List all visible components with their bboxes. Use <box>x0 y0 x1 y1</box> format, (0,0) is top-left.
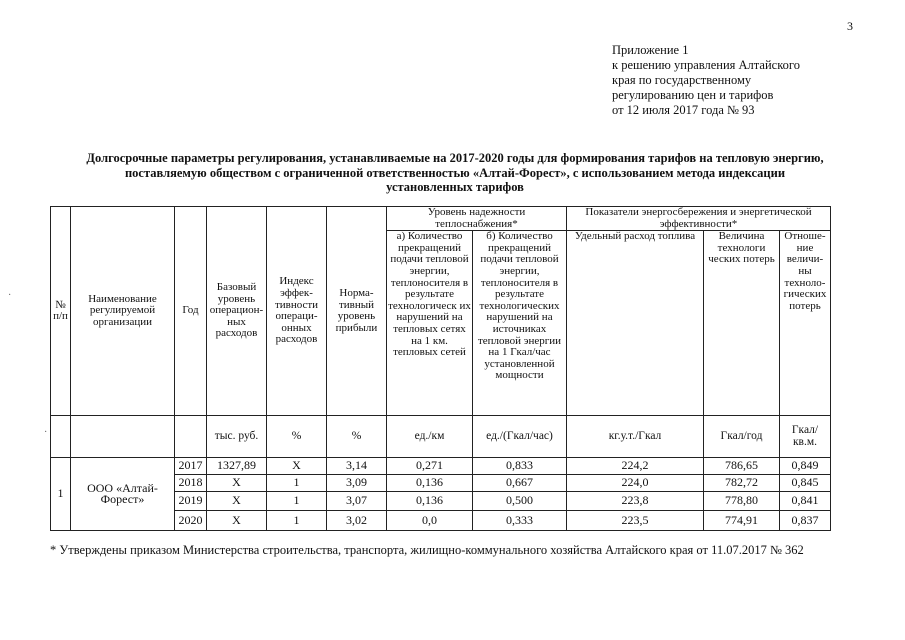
header-num: № п/п <box>51 207 71 416</box>
cell-rel-b: 0,667 <box>473 475 567 492</box>
cell-fuel: 224,0 <box>567 475 704 492</box>
header-energy-group: Показатели энергосбережения и энергетической эффективности* <box>567 207 831 231</box>
cell-rel-b: 0,333 <box>473 511 567 531</box>
cell-rel-a: 0,136 <box>387 475 473 492</box>
org-number: 1 <box>51 458 71 531</box>
table-row <box>51 458 831 475</box>
cell-index: 1 <box>267 511 327 531</box>
parameters-table <box>50 206 831 531</box>
cell-year: 2020 <box>175 511 207 531</box>
cell-year: 2017 <box>175 458 207 475</box>
title-line: установленных тарифов <box>386 180 524 194</box>
org-name: ООО «Алтай-Форест» <box>71 458 175 531</box>
cell-rel-a: 0,136 <box>387 492 473 511</box>
unit-rel-b: ед./(Гкал/час) <box>473 416 567 458</box>
header-losses: Величина технологи ческих потерь <box>704 231 780 416</box>
unit-losses: Гкал/год <box>704 416 780 458</box>
cell-ratio: 0,841 <box>780 492 831 511</box>
cell-base: 1327,89 <box>207 458 267 475</box>
cell-base: Х <box>207 492 267 511</box>
header-ratio: Отноше-ние величи-ны техноло-гических потерь <box>780 231 831 416</box>
header-org: Наименование регулируемой организации <box>71 207 175 416</box>
header-rel-b: б) Количество прекращений подачи тепловой энергии, теплоносителя в результате технологических нарушений на источниках тепловой энергии на 1 Гкал/час установленной мощности <box>473 231 567 416</box>
cell-rel-a: 0,271 <box>387 458 473 475</box>
cell-base: Х <box>207 511 267 531</box>
title-line: Долгосрочные параметры регулирования, устанавливаемые на 2017-2020 годы для формирования тарифов на тепловую энергию, <box>86 151 824 165</box>
title-line: поставляемую обществом с ограниченной ответственностью «Алтай-Форест», с использованием метода индексации <box>124 165 786 180</box>
cell-rel-b: 0,500 <box>473 492 567 511</box>
cell-year: 2018 <box>175 475 207 492</box>
unit-empty <box>175 416 207 458</box>
cell-year: 2019 <box>175 492 207 511</box>
scan-speck: · <box>8 290 12 301</box>
cell-ratio: 0,845 <box>780 475 831 492</box>
appendix-line: к решению управления Алтайского <box>612 58 800 72</box>
unit-rel-a: ед./км <box>387 416 473 458</box>
cell-fuel: 224,2 <box>567 458 704 475</box>
cell-losses: 774,91 <box>704 511 780 531</box>
cell-index: Х <box>267 458 327 475</box>
cell-rel-b: 0,833 <box>473 458 567 475</box>
header-reliability-group: Уровень надежности теплоснабжения* <box>387 207 567 231</box>
header-index: Индекс эффек-тивности операци-онных расходов <box>267 207 327 416</box>
header-profit: Норма-тивный уровень прибыли <box>327 207 387 416</box>
cell-fuel: 223,5 <box>567 511 704 531</box>
cell-losses: 786,65 <box>704 458 780 475</box>
appendix-line: края по государственному <box>612 73 752 87</box>
unit-empty <box>51 416 71 458</box>
appendix-line: Приложение 1 <box>612 43 689 57</box>
cell-profit: 3,07 <box>327 492 387 511</box>
scan-speck: · <box>44 427 48 438</box>
unit-index: % <box>267 416 327 458</box>
header-fuel: Удельный расход топлива <box>567 231 704 416</box>
cell-index: 1 <box>267 475 327 492</box>
page-number: 3 <box>847 19 853 33</box>
unit-ratio: Гкал/кв.м. <box>780 416 831 458</box>
cell-profit: 3,14 <box>327 458 387 475</box>
cell-fuel: 223,8 <box>567 492 704 511</box>
appendix-line: от 12 июля 2017 года № 93 <box>612 103 755 117</box>
cell-ratio: 0,837 <box>780 511 831 531</box>
header-year: Год <box>175 207 207 416</box>
cell-rel-a: 0,0 <box>387 511 473 531</box>
header-rel-a: а) Количество прекращений подачи тепловой энергии, теплоносителя в результате технологическ их нарушений на тепловых сетях на 1 км. тепловых сетей <box>387 231 473 416</box>
cell-losses: 778,80 <box>704 492 780 511</box>
cell-index: 1 <box>267 492 327 511</box>
document-title <box>40 151 870 195</box>
unit-empty <box>71 416 175 458</box>
cell-profit: 3,09 <box>327 475 387 492</box>
cell-profit: 3,02 <box>327 511 387 531</box>
unit-profit: % <box>327 416 387 458</box>
cell-base: Х <box>207 475 267 492</box>
cell-ratio: 0,849 <box>780 458 831 475</box>
cell-losses: 782,72 <box>704 475 780 492</box>
appendix-line: регулированию цен и тарифов <box>612 88 774 102</box>
footnote: * Утверждены приказом Министерства строительства, транспорта, жилищно-коммунального хозяйства Алтайского края от 11.07.2017 № 362 <box>50 543 804 557</box>
appendix-block <box>612 43 800 118</box>
unit-base: тыс. руб. <box>207 416 267 458</box>
header-base: Базовый уровень операцион-ных расходов <box>207 207 267 416</box>
unit-fuel: кг.у.т./Гкал <box>567 416 704 458</box>
